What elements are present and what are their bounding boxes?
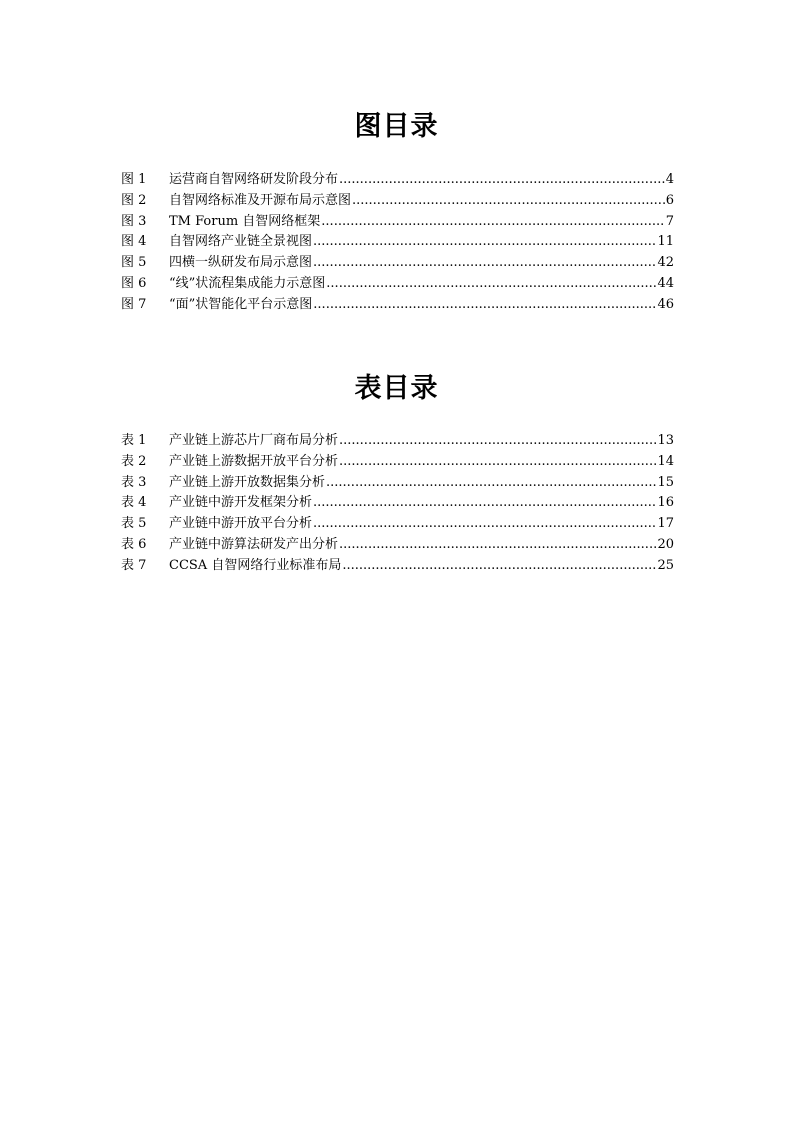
dot-leader — [313, 514, 656, 535]
dot-leader — [339, 170, 665, 191]
figure-caption: 自智网络标准及开源布局示意图 — [169, 192, 352, 208]
table-number: 表 6 — [121, 536, 147, 552]
figure-toc-entry-2[interactable] — [121, 191, 674, 212]
table-number: 表 5 — [121, 516, 147, 532]
table-caption: 产业链上游数据开放平台分析 — [169, 453, 339, 469]
figure-number: 图 1 — [121, 172, 147, 187]
figure-number: 图 4 — [121, 234, 147, 250]
dot-leader — [352, 191, 665, 212]
dot-leader — [326, 473, 656, 494]
figure-number: 图 3 — [121, 213, 147, 229]
figure-toc-entry-3[interactable] — [121, 212, 674, 233]
table-number: 表 3 — [121, 474, 147, 490]
figure-toc-entry-1[interactable] — [121, 170, 674, 191]
table-toc-entry-7[interactable] — [121, 556, 674, 577]
table-toc-entry-2[interactable] — [121, 452, 674, 473]
table-page-number: 15 — [657, 474, 674, 490]
figure-toc-entry-7[interactable] — [121, 295, 674, 316]
figure-page-number: 7 — [665, 213, 674, 229]
table-toc-entry-1[interactable] — [121, 431, 674, 452]
figure-toc-entry-5[interactable] — [121, 253, 674, 274]
figure-caption: TM Forum 自智网络框架 — [169, 213, 321, 229]
dot-leader — [339, 431, 656, 452]
table-toc-entry-3[interactable] — [121, 473, 674, 494]
table-number: 表 2 — [121, 453, 147, 469]
figure-page-number: 42 — [657, 255, 674, 271]
table-caption: 产业链中游开放平台分析 — [169, 516, 313, 532]
figure-caption: 运营商自智网络研发阶段分布 — [169, 172, 339, 187]
dot-leader — [313, 493, 656, 514]
figure-number: 图 5 — [121, 255, 147, 271]
table-number: 表 7 — [121, 557, 147, 573]
table-page-number: 16 — [657, 495, 674, 511]
dot-leader — [313, 232, 656, 253]
table-caption: 产业链上游开放数据集分析 — [169, 474, 326, 490]
table-number: 表 4 — [121, 495, 147, 511]
dot-leader — [339, 452, 656, 473]
figure-page-number: 6 — [665, 192, 674, 208]
figure-caption: “线”状流程集成能力示意图 — [169, 275, 326, 291]
table-page-number: 25 — [657, 557, 674, 573]
table-page-number: 13 — [657, 433, 674, 448]
figure-toc-list — [121, 170, 674, 316]
table-page-number: 14 — [657, 453, 674, 469]
table-toc-entry-6[interactable] — [121, 535, 674, 556]
table-list-title: 表目录 — [354, 373, 439, 404]
figure-number: 图 7 — [121, 296, 147, 312]
dot-leader — [313, 253, 656, 274]
table-page-number: 20 — [657, 536, 674, 552]
dot-leader — [339, 535, 656, 556]
table-page-number: 17 — [657, 516, 674, 532]
table-toc-entry-5[interactable] — [121, 514, 674, 535]
figure-page-number: 44 — [657, 275, 674, 291]
figure-caption: 四横一纵研发布局示意图 — [169, 255, 313, 271]
figure-caption: 自智网络产业链全景视图 — [169, 234, 313, 250]
figure-list-title: 图目录 — [354, 111, 439, 142]
figure-page-number: 11 — [657, 234, 674, 250]
figure-page-number: 4 — [665, 172, 674, 187]
figure-toc-entry-4[interactable] — [121, 232, 674, 253]
table-toc-list — [121, 431, 674, 577]
dot-leader — [321, 212, 664, 233]
dot-leader — [326, 274, 656, 295]
table-caption: 产业链中游算法研发产出分析 — [169, 536, 339, 552]
table-caption: CCSA 自智网络行业标准布局 — [169, 557, 342, 573]
figure-toc-entry-6[interactable] — [121, 274, 674, 295]
figure-number: 图 6 — [121, 275, 147, 291]
table-number: 表 1 — [121, 433, 147, 448]
table-caption: 产业链上游芯片厂商布局分析 — [169, 433, 339, 448]
table-toc-entry-4[interactable] — [121, 493, 674, 514]
figure-number: 图 2 — [121, 192, 147, 208]
figure-page-number: 46 — [657, 296, 674, 312]
table-caption: 产业链中游开发框架分析 — [169, 495, 313, 511]
figure-caption: “面”状智能化平台示意图 — [169, 296, 313, 312]
dot-leader — [313, 295, 656, 316]
dot-leader — [342, 556, 656, 577]
